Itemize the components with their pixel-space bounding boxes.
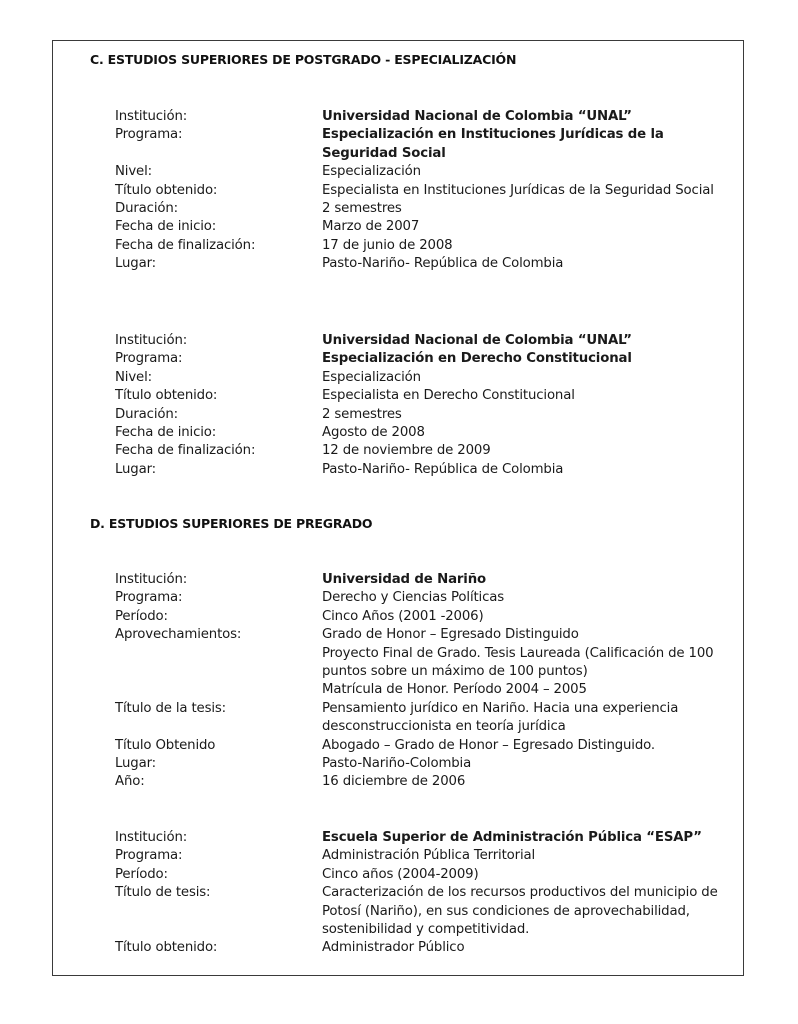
field-row bbox=[115, 571, 735, 589]
field-value: Matrícula de Honor. Período 2004 – 2005 bbox=[322, 682, 587, 698]
field-value: Cinco años (2004-2009) bbox=[322, 866, 479, 882]
field-row bbox=[115, 406, 735, 424]
field-label: Programa: bbox=[115, 127, 183, 143]
field-value: Escuela Superior de Administración Pública “ESAP” bbox=[322, 830, 702, 845]
field-value: Pasto-Nariño- República de Colombia bbox=[322, 461, 564, 477]
field-label: Lugar: bbox=[115, 256, 157, 272]
field-value: 2 semestres bbox=[322, 406, 402, 422]
field-row bbox=[115, 350, 735, 368]
education-entry bbox=[115, 332, 735, 479]
field-row bbox=[115, 387, 735, 405]
education-entry bbox=[115, 829, 735, 958]
field-row bbox=[115, 332, 735, 350]
field-value: 2 semestres bbox=[322, 201, 402, 217]
field-row bbox=[115, 461, 735, 479]
field-label: Título de la tesis: bbox=[115, 700, 227, 716]
field-value: Agosto de 2008 bbox=[322, 425, 425, 441]
section-heading: D. ESTUDIOS SUPERIORES DE PREGRADO bbox=[90, 516, 373, 531]
field-row bbox=[115, 866, 735, 884]
field-row bbox=[115, 442, 735, 460]
field-value: Derecho y Ciencias Políticas bbox=[322, 590, 505, 606]
field-row bbox=[115, 626, 735, 644]
field-row bbox=[115, 884, 735, 939]
field-value: Grado de Honor – Egresado Distinguido bbox=[322, 627, 579, 643]
field-label: Institución: bbox=[115, 109, 188, 124]
field-row bbox=[115, 182, 735, 200]
section-heading: C. ESTUDIOS SUPERIORES DE POSTGRADO - ESPECIALIZACIÓN bbox=[90, 52, 517, 67]
field-label: Institución: bbox=[115, 830, 188, 845]
field-value: Especialización bbox=[322, 369, 421, 385]
field-value: 12 de noviembre de 2009 bbox=[322, 443, 491, 459]
field-label: Programa: bbox=[115, 590, 183, 606]
field-row bbox=[115, 939, 735, 957]
field-label: Programa: bbox=[115, 351, 183, 367]
field-row bbox=[115, 737, 735, 755]
field-label: Institución: bbox=[115, 333, 188, 348]
field-row bbox=[115, 773, 735, 791]
field-label: Fecha de inicio: bbox=[115, 219, 217, 235]
field-label: Año: bbox=[115, 774, 145, 790]
field-row bbox=[115, 755, 735, 773]
field-label: Aprovechamientos: bbox=[115, 627, 242, 643]
field-label: Programa: bbox=[115, 848, 183, 864]
field-value: Caracterización de los recursos productivos del municipio de Potosí (Nariño), en sus condiciones de aprovechabilidad, sostenibilidad y competitividad. bbox=[322, 885, 718, 938]
field-row bbox=[115, 829, 735, 847]
field-row bbox=[115, 200, 735, 218]
field-value: Pasto-Nariño-Colombia bbox=[322, 756, 472, 772]
field-label: Lugar: bbox=[115, 461, 157, 477]
field-value: Pensamiento jurídico en Nariño. Hacia una experiencia desconstruccionista en teoría jurídica bbox=[322, 700, 679, 735]
field-value: Marzo de 2007 bbox=[322, 219, 420, 235]
field-row bbox=[115, 237, 735, 255]
field-value: Especialización bbox=[322, 164, 421, 180]
field-row bbox=[115, 847, 735, 865]
field-value: Especialista en Instituciones Jurídicas de la Seguridad Social bbox=[322, 182, 714, 198]
field-row bbox=[115, 163, 735, 181]
field-row bbox=[115, 369, 735, 387]
field-row bbox=[115, 645, 735, 682]
field-row bbox=[115, 608, 735, 626]
field-value: Universidad Nacional de Colombia “UNAL” bbox=[322, 109, 632, 124]
field-label: Título Obtenido bbox=[115, 737, 216, 753]
field-label: Título obtenido: bbox=[115, 940, 218, 956]
field-value: Pasto-Nariño- República de Colombia bbox=[322, 256, 564, 272]
field-label: Lugar: bbox=[115, 756, 157, 772]
field-value: 16 diciembre de 2006 bbox=[322, 774, 466, 790]
field-value: Proyecto Final de Grado. Tesis Laureada (Calificación de 100 puntos sobre un máximo de 100 puntos) bbox=[322, 645, 714, 680]
field-label bbox=[115, 681, 322, 699]
field-row bbox=[115, 589, 735, 607]
field-label: Título obtenido: bbox=[115, 182, 218, 198]
field-label: Duración: bbox=[115, 406, 178, 422]
field-label: Nivel: bbox=[115, 369, 152, 385]
field-row bbox=[115, 108, 735, 126]
field-value: Administrador Público bbox=[322, 940, 465, 956]
field-label: Fecha de inicio: bbox=[115, 425, 217, 441]
field-label: Período: bbox=[115, 608, 168, 624]
field-value: Especialización en Derecho Constitucional bbox=[322, 351, 632, 367]
field-row bbox=[115, 255, 735, 273]
field-value: Abogado – Grado de Honor – Egresado Distinguido. bbox=[322, 737, 655, 753]
field-value: Especialización en Instituciones Jurídicas de la Seguridad Social bbox=[322, 127, 664, 161]
field-label: Período: bbox=[115, 866, 168, 882]
field-label: Fecha de finalización: bbox=[115, 443, 256, 459]
field-row bbox=[115, 126, 735, 163]
field-value: Especialista en Derecho Constitucional bbox=[322, 388, 575, 404]
education-entry bbox=[115, 108, 735, 274]
field-value: Universidad Nacional de Colombia “UNAL” bbox=[322, 333, 632, 348]
field-row bbox=[115, 700, 735, 737]
field-label: Título de tesis: bbox=[115, 885, 211, 901]
field-value: Universidad de Nariño bbox=[322, 572, 487, 587]
field-row bbox=[115, 218, 735, 236]
field-value: Administración Pública Territorial bbox=[322, 848, 536, 864]
field-label: Fecha de finalización: bbox=[115, 237, 256, 253]
field-label: Nivel: bbox=[115, 164, 152, 180]
field-row bbox=[115, 424, 735, 442]
field-row bbox=[115, 681, 735, 699]
field-value: Cinco Años (2001 -2006) bbox=[322, 608, 484, 624]
education-entry bbox=[115, 571, 735, 792]
field-label: Institución: bbox=[115, 572, 188, 587]
field-value: 17 de junio de 2008 bbox=[322, 237, 453, 253]
field-label: Título obtenido: bbox=[115, 388, 218, 404]
field-label bbox=[115, 645, 322, 682]
field-label: Duración: bbox=[115, 201, 178, 217]
